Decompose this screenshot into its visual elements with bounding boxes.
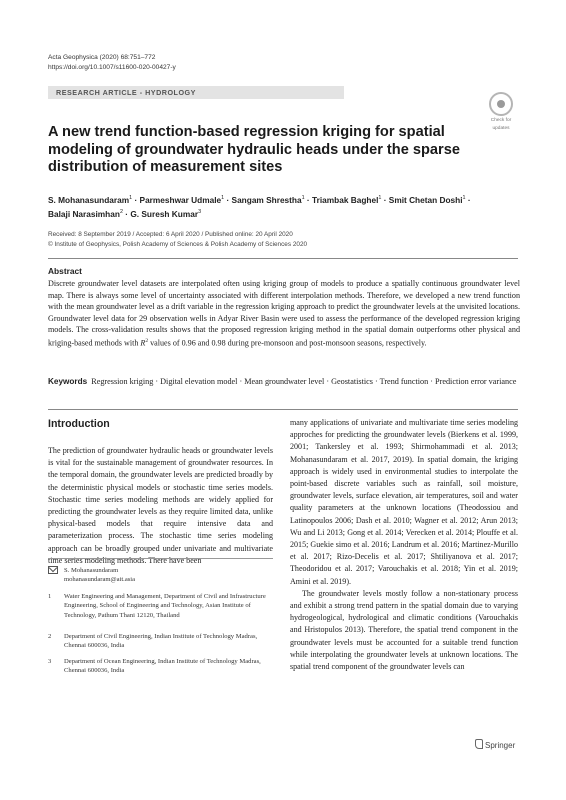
section-heading-introduction: Introduction	[48, 418, 110, 430]
keywords-list: Regression kriging · Digital elevation model · Mean groundwater level · Geostatistics · Trend function · Prediction error variance	[91, 377, 517, 386]
keywords-label: Keywords	[48, 377, 88, 386]
keywords	[48, 376, 518, 388]
author[interactable]: Smit Chetan Doshi$^1$	[388, 194, 466, 205]
springer-horse-icon	[475, 739, 483, 749]
publication-dates: Received: 8 September 2019 / Accepted: 6 April 2020 / Published online: 20 April 2020	[48, 231, 293, 238]
publisher-name: Springer	[485, 741, 516, 750]
author-list: S. Mohanasundaram$^1$ · Parmeshwar Udmale$^1$ · Sangam Shrestha$^1$ · Triambak Baghel$^1$ · Smit Chetan Doshi$^1$ · Balaji Narasimhan$^2$ · G. Suresh Kumar$^3$	[48, 194, 471, 219]
intro-paragraph: many applications of univariate and multivariate time series modeling approches for predicting the groundwater levels (Bierkens et al. 1999, 2001; Tankersley et al. 1993; Shirmohammadi et al. 2013; Mohanasundaram et al. 2017, 2019). In spatial domain, the kriging approach is widely used in environmental studies to interpolate the point-based discrete variables such as rainfall, soil moisture, groundwater levels, surface elevation, air temperatures, soil and water quality parameters at the unknown locations (Theodossiou and Latinopoulos 2006; Dash et al. 2010; Wagner et al. 2012; Arun 2013; Wu and Li 2013; Gong et al. 2014; Verecken et al. 2014; Plouffe et al. 2015; Guekie simo et al. 2016; Landrum et al. 2016; Martinez-Murillo et al. 2017; Rizo-Decelis et al. 2017; Shtiliyanova et al. 2017; Theodoridou et al. 2017; Varouchakis et al. 2018; Yin et al. 2019; Amini et al. 2019).	[290, 418, 518, 586]
intro-paragraph: The groundwater levels mostly follow a non-stationary process and exhibit a strong trend pattern in the spatial domain due to varying hydrogeological, hydrological and climatic conditions (Varouchakis and Hristopulos 2013). Therefore, the spatial trend component in the groundwater levels must be accounted for a suitable trend function while interpolating the groundwater levels at unknown locations. The spatial trend component of the groundwater levels can	[290, 588, 518, 672]
affiliation: 1 Water Engineering and Management, Department of Civil and Infrastructure Engineering, School of Engineering and Technology, Asian Institute of Technology, Pathum Thani 12120, Thailand	[48, 593, 266, 619]
divider	[48, 258, 518, 259]
contact-name: S. Mohanasundaram	[64, 567, 119, 574]
left-column	[48, 445, 273, 567]
right-column	[290, 417, 518, 673]
author[interactable]: Parmeshwar Udmale$^1$	[139, 194, 225, 205]
doi-link[interactable]: https://doi.org/10.1007/s11600-020-00427-y	[48, 63, 176, 71]
check-for-updates-badge[interactable]	[484, 92, 518, 132]
contact-email[interactable]: mohanasundaram@ait.asia	[64, 576, 136, 584]
divider	[48, 409, 518, 410]
publisher-logo	[475, 739, 515, 750]
abstract-heading: Abstract	[48, 266, 82, 276]
article-type-label: RESEARCH ARTICLE - HYDROLOGY	[56, 88, 196, 97]
journal-citation: Acta Geophysica (2020) 68:751–772	[48, 54, 156, 61]
author[interactable]: Sangam Shrestha$^1$	[231, 194, 305, 205]
intro-paragraph: The prediction of groundwater hydraulic heads or groundwater levels is vital for the sustainable management of groundwater resources. In the temporal domain, the groundwater levels are predicted broadly by the deterministic physical models or stochastic time series models. Stochastic time series modeling methods are widely applied for predicting the groundwater levels as they require limited data, unlike physical-based models that require intensive data and parameterization process. The stochastic time series modeling approach can be broadly grouped under univariate and multivariate time series modeling methods. There have been	[48, 446, 273, 565]
badge-line2: updates	[492, 125, 510, 131]
envelope-icon	[48, 566, 58, 574]
affiliation: 3 Department of Ocean Engineering, Indian Institute of Technology Madras, Chennai 600036, India	[48, 658, 261, 675]
corresponding-author	[48, 566, 273, 585]
footnote-divider	[48, 558, 273, 559]
badge-line1: Check for	[490, 118, 512, 123]
author[interactable]: Triambak Baghel$^1$	[312, 194, 382, 205]
article-title: A new trend function-based regression kriging for spatial modeling of groundwater hydraulic heads under the sparse distribution of measurement sites	[48, 124, 460, 176]
author[interactable]: G. Suresh Kumar$^3$	[130, 208, 202, 219]
author[interactable]: S. Mohanasundaram$^1$	[48, 194, 133, 205]
journal-header	[48, 53, 176, 72]
author[interactable]: Balaji Narasimhan$^2$	[48, 208, 123, 219]
abstract-text: Discrete groundwater level datasets are interpolated often using kriging group of models to produce a spatially continuous groundwater level map. There is always some level of uncertainty associated with different interpolation methods. Therefore, we developed a new trend function with the mean groundwater level as a drift variable in the regression kriging approach to predict the groundwater levels at the unvisited locations. Groundwater level data for 29 observation wells in Adyar River Basin were used to assess the performance of the developed regression kriging models. The cross-validation results shows that the proposed regression kriging method in the spatial domain outperforms other physical and kriging-based methods with $R^2$ values of 0.96 and 0.98 during pre-monsoon and post-monsoon seasons, respectively.	[48, 279, 520, 348]
article-type-banner	[48, 86, 344, 99]
affiliation: 2 Department of Civil Engineering, Indian Institute of Technology Madras, Chennai 600036, India	[48, 633, 258, 650]
publication-info	[48, 230, 518, 249]
check-updates-icon	[489, 92, 513, 116]
copyright-notice: © Institute of Geophysics, Polish Academy of Sciences & Polish Academy of Sciences 2020	[48, 240, 308, 248]
